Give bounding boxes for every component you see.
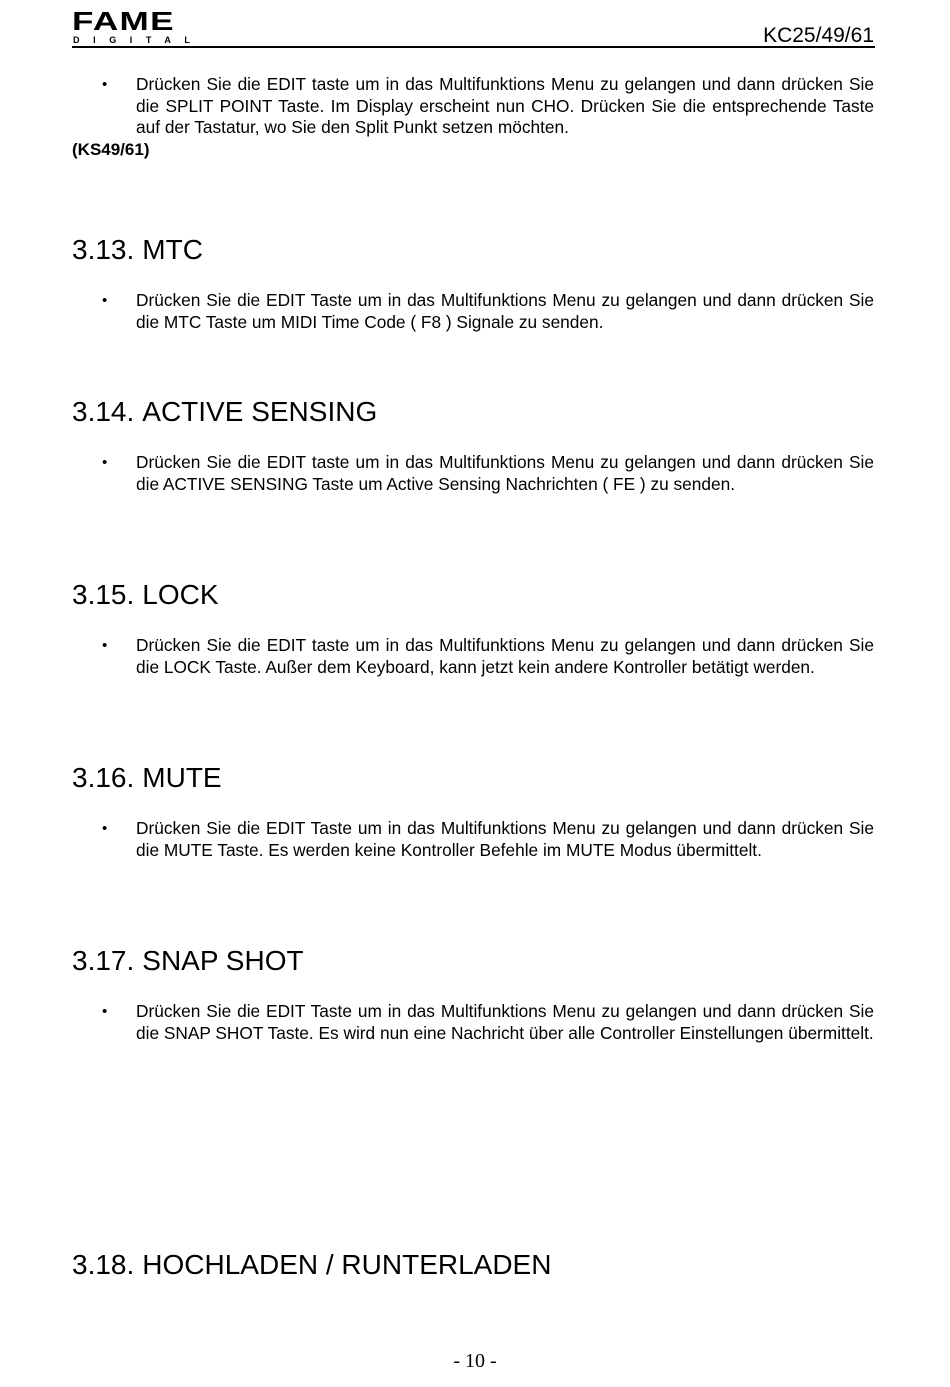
bullet-icon: • [102,820,108,837]
section-heading-mute [72,762,222,794]
section-number: 3.15. [72,579,135,610]
section-heading-active-sensing [72,396,377,428]
section-number: 3.18. [72,1249,135,1280]
logo-wordmark: FAME [72,6,175,36]
bullet-icon: • [102,292,108,309]
section-number: 3.16. [72,762,135,793]
header-divider [72,46,875,48]
bullet-icon: • [102,1003,108,1020]
section-title: LOCK [142,579,219,610]
section-paragraph-mtc: Drücken Sie die EDIT Taste um in das Multifunktions Menu zu gelangen und dann drücken Sie die MTC Taste um MIDI Time Code ( F8 ) Signale zu senden. [136,290,874,332]
section-heading-snap-shot [72,945,304,977]
section-heading-lock [72,579,219,611]
section-paragraph-active-sensing: Drücken Sie die EDIT taste um in das Multifunktions Menu zu gelangen und dann drücken Sie die ACTIVE SENSING Taste um Active Sensing Nachrichten ( FE ) zu senden. [136,452,874,494]
section-title: SNAP SHOT [142,945,304,976]
intro-paragraph: Drücken Sie die EDIT taste um in das Multifunktions Menu zu gelangen und dann drücken Sie die SPLIT POINT Taste. Im Display erscheint nun CHO. Drücken Sie die entsprechende Taste auf der Tastatur, wo Sie den Split Punkt setzen möchten. [136,74,874,137]
section-heading-upload-download [72,1249,551,1281]
section-title: HOCHLADEN / RUNTERLADEN [142,1249,552,1280]
page-number: - 10 - [453,1350,497,1372]
section-number: 3.17. [72,945,135,976]
section-title: MTC [142,234,203,265]
section-title: ACTIVE SENSING [142,396,378,427]
bullet-icon: • [102,637,108,654]
section-paragraph-snap-shot: Drücken Sie die EDIT Taste um in das Multifunktions Menu zu gelangen und dann drücken Sie die SNAP SHOT Taste. Es wird nun eine Nachricht über alle Controller Einstellungen übermittelt. [136,1001,874,1043]
fame-digital-logo [72,6,204,45]
section-paragraph-lock: Drücken Sie die EDIT taste um in das Multifunktions Menu zu gelangen und dann drücken Sie die LOCK Taste. Außer dem Keyboard, kann jetzt kein andere Kontroller betätigt werden. [136,635,874,677]
section-number: 3.14. [72,396,135,427]
section-paragraph-mute: Drücken Sie die EDIT Taste um in das Multifunktions Menu zu gelangen und dann drücken Sie die MUTE Taste. Es werden keine Kontroller Befehle im MUTE Modus übermittelt. [136,818,874,860]
section-number: 3.13. [72,234,135,265]
bullet-icon: • [102,454,108,471]
document-code: KC25/49/61 [763,24,874,47]
model-note: (KS49/61) [72,140,150,159]
section-heading-mtc [72,234,203,266]
bullet-icon: • [102,76,108,93]
logo-subtitle: DIGITAL [73,35,204,45]
section-title: MUTE [142,762,222,793]
